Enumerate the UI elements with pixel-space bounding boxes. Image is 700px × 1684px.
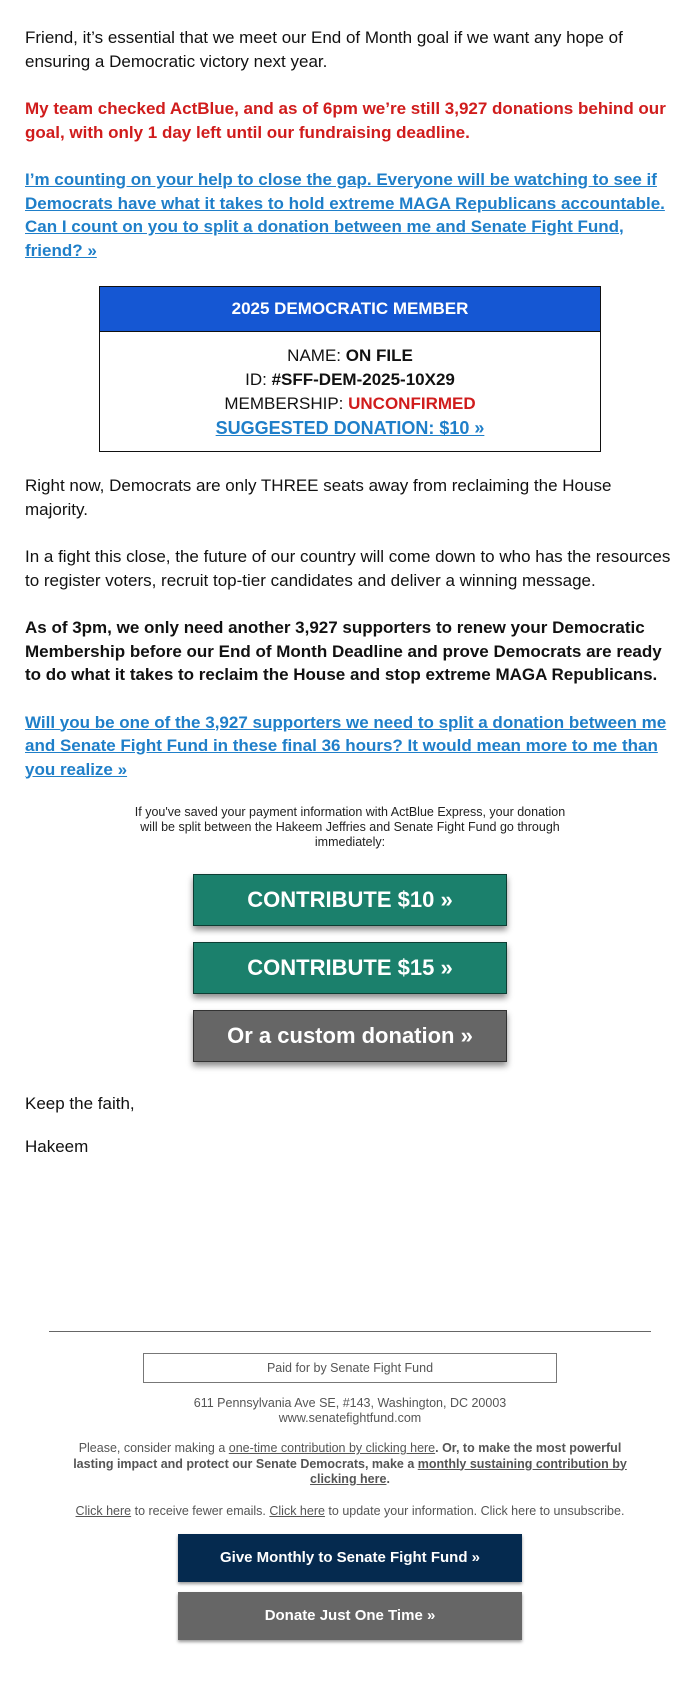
signature: Hakeem — [25, 1137, 89, 1156]
footer-address: 611 Pennsylvania Ave SE, #143, Washington, DC 20003 — [193, 1396, 507, 1410]
fewer-emails-link[interactable]: Click here — [75, 1503, 132, 1518]
custom-donation-button[interactable]: Or a custom donation » — [193, 1010, 507, 1062]
footer-website: www.senatefightfund.com — [278, 1411, 422, 1425]
member-name-label: NAME: — [287, 346, 342, 365]
contribute-15-button[interactable]: CONTRIBUTE $15 » — [193, 942, 507, 994]
deadline-alert-paragraph: My team checked ActBlue, and as of 6pm we’re still 3,927 donations behind our goal, with only 1 day left until our fundraising deadline. — [25, 99, 666, 142]
footer — [0, 1331, 700, 1650]
member-name-row — [100, 344, 600, 368]
fewer-emails-text: to receive fewer emails. — [131, 1503, 270, 1518]
footer-divider — [49, 1331, 651, 1332]
membership-status-label: MEMBERSHIP: — [224, 394, 344, 413]
update-info-link[interactable]: Click here — [269, 1503, 325, 1518]
monthly-contribution-link[interactable]: monthly sustaining contribution by clicking here — [310, 1456, 627, 1486]
member-id-row — [100, 368, 600, 392]
actblue-express-note: If you've saved your payment information with ActBlue Express, your donation will be split between the Hakeem Jeffries and Senate Fight Fund go through immediately: — [134, 805, 566, 849]
one-time-contribution-link[interactable]: one-time contribution by clicking here — [228, 1441, 436, 1455]
membership-status-value: UNCONFIRMED — [348, 394, 476, 413]
update-info-text: to update your information. — [324, 1503, 481, 1518]
member-name-value: ON FILE — [345, 346, 413, 365]
suggested-donation-link[interactable]: SUGGESTED DONATION: $10 » — [215, 418, 485, 438]
intro-paragraph: Friend, it’s essential that we meet our End of Month goal if we want any hope of ensuring a Democratic victory next year. — [25, 28, 623, 71]
supporters-paragraph: As of 3pm, we only need another 3,927 supporters to renew your Democratic Membership before our End of Month Deadline and prove Democrats are ready to do what it takes to reclaim the House and stop extreme MAGA Republicans. — [25, 618, 662, 684]
contribution-options-text — [70, 1441, 630, 1488]
consider-end: . — [386, 1472, 390, 1486]
footer-address-block — [0, 1396, 700, 1426]
give-monthly-button[interactable]: Give Monthly to Senate Fight Fund » — [178, 1534, 522, 1582]
membership-status-row — [100, 392, 600, 416]
fight-paragraph: In a fight this close, the future of our country will come down to who has the resources to register voters, recruit top-tier candidates and deliver a winning message. — [25, 547, 671, 590]
donate-link-2[interactable]: Will you be one of the 3,927 supporters we need to split a donation between me and Senate Fight Fund in these final 36 hours? It would mean more to me than you realize » — [25, 712, 667, 779]
donate-once-button[interactable]: Donate Just One Time » — [178, 1592, 522, 1640]
email-preferences-text — [0, 1504, 700, 1519]
consider-prefix: Please, consider making a — [78, 1441, 229, 1455]
membership-card — [99, 286, 601, 452]
contribute-10-button[interactable]: CONTRIBUTE $10 » — [193, 874, 507, 926]
closing-line: Keep the faith, — [25, 1094, 135, 1113]
suggested-donation-row — [100, 416, 600, 441]
paid-for-disclaimer: Paid for by Senate Fight Fund — [143, 1353, 557, 1383]
membership-card-header: 2025 DEMOCRATIC MEMBER — [100, 287, 600, 332]
donate-link-1[interactable]: I’m counting on your help to close the gap. Everyone will be watching to see if Democrats have what it takes to hold extreme MAGA Republicans accountable. Can I count on you to split a donation between me and Senate Fight Fund, friend? » — [25, 170, 665, 260]
member-id-label: ID: — [245, 370, 267, 389]
consider-bold-text: . Or, to make the most powerful lasting impact and protect our Senate Democrats, make a — [73, 1441, 622, 1471]
seats-paragraph: Right now, Democrats are only THREE seats away from reclaiming the House majority. — [25, 476, 612, 519]
unsubscribe-link[interactable]: Click here to unsubscribe. — [480, 1503, 625, 1518]
member-id-value: #SFF-DEM-2025-10X29 — [271, 370, 455, 389]
membership-card-body — [100, 332, 600, 451]
